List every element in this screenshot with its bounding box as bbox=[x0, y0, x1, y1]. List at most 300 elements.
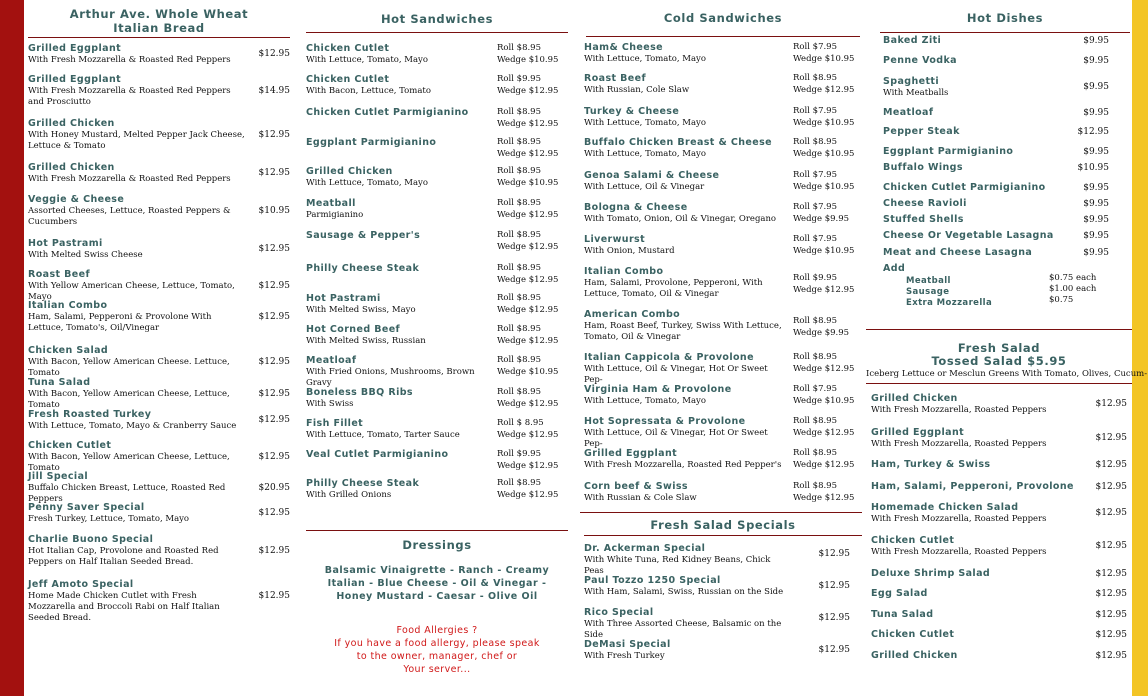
item-price: $12.95 bbox=[1095, 651, 1127, 661]
item-name: Roast Beef bbox=[584, 73, 647, 84]
item-name: Grilled Chicken bbox=[871, 393, 958, 404]
item-prices bbox=[793, 202, 849, 225]
item-name: Hot Pastrami bbox=[28, 238, 103, 249]
item-prices bbox=[793, 448, 854, 471]
item-prices bbox=[497, 230, 558, 253]
roll-price: Roll $8.95 bbox=[793, 352, 837, 362]
menu-item bbox=[28, 579, 290, 624]
item-name: Tuna Salad bbox=[28, 377, 91, 388]
item-description: With Onion, Mustard bbox=[584, 246, 675, 256]
item-description: With Melted Swiss, Mayo bbox=[306, 305, 416, 315]
menu-item bbox=[584, 448, 862, 471]
item-prices bbox=[497, 293, 558, 316]
item-prices bbox=[497, 43, 558, 66]
wedge-price: Wedge $12.95 bbox=[793, 84, 855, 95]
wedge-price: Wedge $12.95 bbox=[793, 459, 855, 470]
item-description: With Lettuce, Tomato, Mayo bbox=[584, 54, 706, 64]
item-prices bbox=[497, 478, 558, 501]
item-name: Grilled Chicken bbox=[871, 650, 958, 661]
roll-price: Roll $7.95 bbox=[793, 42, 837, 52]
item-name: American Combo bbox=[584, 309, 681, 320]
section-title: Hot Sandwiches bbox=[380, 12, 494, 26]
menu-item bbox=[871, 650, 1133, 662]
item-name: Stuffed Shells bbox=[883, 214, 964, 225]
item-name: Chicken Cutlet bbox=[306, 74, 390, 85]
item-name: Paul Tozzo 1250 Special bbox=[584, 575, 721, 586]
roll-price: Roll $7.95 bbox=[793, 234, 837, 244]
item-description: With Fried Onions, Mushrooms, Brown Gravy bbox=[306, 367, 475, 388]
item-description: With Lettuce, Tomato, Mayo bbox=[584, 149, 706, 159]
item-prices bbox=[793, 106, 854, 129]
menu-item bbox=[28, 502, 290, 525]
item-name: Ham, Salami, Pepperoni, Provolone bbox=[871, 481, 1074, 492]
item-name: Cheese Ravioli bbox=[883, 198, 967, 209]
item-description: With Bacon, Yellow American Cheese, Lettuce, Tomato bbox=[28, 389, 230, 410]
item-price: $12.95 bbox=[818, 613, 850, 623]
item-price: $12.95 bbox=[1095, 569, 1127, 579]
menu-item bbox=[871, 481, 1133, 493]
red-border-stripe bbox=[0, 0, 24, 696]
item-price: $12.95 bbox=[1095, 399, 1127, 409]
item-description: With Russian & Cole Slaw bbox=[584, 493, 697, 503]
wedge-price: Wedge $10.95 bbox=[497, 54, 559, 65]
item-price: $12.95 bbox=[1095, 610, 1127, 620]
dressings-line: Italian - Blue Cheese - Oil & Vinegar - bbox=[327, 578, 547, 589]
addon-price: $0.75 bbox=[1049, 295, 1074, 305]
menu-item bbox=[584, 416, 862, 450]
item-price: $12.95 bbox=[258, 591, 290, 601]
item-description: With Grilled Onions bbox=[306, 490, 392, 500]
roll-price: Roll $8.95 bbox=[793, 73, 837, 83]
item-name: Roast Beef bbox=[28, 269, 91, 280]
item-name: Grilled Eggplant bbox=[28, 74, 122, 85]
section-divider bbox=[880, 32, 1130, 33]
roll-price: Roll $8.95 bbox=[793, 481, 837, 491]
item-price: $14.95 bbox=[258, 86, 290, 96]
roll-price: Roll $8.95 bbox=[497, 230, 541, 240]
item-name: Eggplant Parmigianino bbox=[883, 146, 1014, 157]
item-price: $9.95 bbox=[1083, 56, 1109, 66]
item-prices bbox=[793, 481, 854, 504]
addon-name: Meatball bbox=[906, 276, 951, 286]
item-price: $12.95 bbox=[258, 546, 290, 556]
item-name: Veal Cutlet Parmigianino bbox=[306, 449, 449, 460]
wedge-price: Wedge $9.95 bbox=[793, 213, 850, 224]
item-name: Chicken Cutlet Parmigianino bbox=[306, 107, 469, 118]
item-price: $12.95 bbox=[258, 49, 290, 59]
roll-price: Roll $9.95 bbox=[793, 273, 837, 283]
item-price: $12.95 bbox=[1095, 630, 1127, 640]
menu-item bbox=[584, 137, 862, 160]
item-name: Fresh Roasted Turkey bbox=[28, 409, 152, 420]
menu-item bbox=[584, 266, 862, 300]
wedge-price: Wedge $12.95 bbox=[497, 148, 559, 159]
menu-item bbox=[883, 230, 1129, 242]
menu-item bbox=[584, 352, 862, 386]
menu-item bbox=[28, 118, 290, 152]
item-name: Grilled Eggplant bbox=[871, 427, 965, 438]
section-divider bbox=[866, 383, 1132, 384]
menu-item bbox=[306, 43, 568, 66]
menu-item bbox=[883, 146, 1129, 158]
wedge-price: Wedge $12.95 bbox=[793, 363, 855, 374]
menu-item bbox=[28, 409, 290, 432]
roll-price: Roll $8.95 bbox=[793, 416, 837, 426]
menu-item bbox=[306, 263, 568, 285]
item-description: With Lettuce, Tomato, Tarter Sauce bbox=[306, 430, 460, 440]
wedge-price: Wedge $9.95 bbox=[793, 327, 850, 338]
item-name: Grilled Chicken bbox=[306, 166, 393, 177]
item-description: Home Made Chicken Cutlet with Fresh Mozzarella and Broccoli Rabi on Half Italian Seeded Bread. bbox=[28, 591, 220, 623]
item-description: Buffalo Chicken Breast, Lettuce, Roasted Red Peppers bbox=[28, 483, 226, 504]
item-name: Corn beef & Swiss bbox=[584, 481, 688, 492]
item-description: With Lettuce, Tomato, Mayo bbox=[306, 55, 428, 65]
menu-item bbox=[584, 607, 856, 641]
item-price: $12.95 bbox=[1095, 589, 1127, 599]
specials-title: Fresh Salad Specials bbox=[650, 518, 796, 532]
item-description: With Lettuce, Tomato, Mayo & Cranberry Sauce bbox=[28, 421, 237, 431]
item-name: Italian Combo bbox=[584, 266, 664, 277]
menu-item bbox=[306, 198, 568, 221]
menu-item bbox=[584, 384, 862, 407]
wedge-price: Wedge $12.95 bbox=[497, 460, 559, 471]
wedge-price: Wedge $10.95 bbox=[497, 177, 559, 188]
item-price: $9.95 bbox=[1083, 248, 1109, 258]
wedge-price: Wedge $12.95 bbox=[793, 492, 855, 503]
item-description: With Lettuce, Tomato, Mayo bbox=[306, 178, 428, 188]
wedge-price: Wedge $12.95 bbox=[497, 85, 559, 96]
item-name: Philly Cheese Steak bbox=[306, 478, 420, 489]
item-name: Meat and Cheese Lasagna bbox=[883, 247, 1033, 258]
item-description: With Tomato, Onion, Oil & Vinegar, Oregano bbox=[584, 214, 777, 224]
item-name: Penne Vodka bbox=[883, 55, 957, 66]
item-description: Parmigianino bbox=[306, 210, 364, 220]
item-price: $12.95 bbox=[1095, 541, 1127, 551]
menu-item bbox=[871, 609, 1133, 621]
allergy-line: to the owner, manager, chef or bbox=[356, 651, 518, 662]
item-prices bbox=[497, 107, 558, 130]
item-name: Fish Fillet bbox=[306, 418, 364, 429]
menu-item bbox=[883, 162, 1129, 174]
item-name: Grilled Eggplant bbox=[584, 448, 678, 459]
dressings-line: Balsamic Vinaigrette - Ranch - Creamy bbox=[324, 565, 550, 576]
item-name: Grilled Chicken bbox=[28, 118, 115, 129]
wedge-price: Wedge $12.95 bbox=[497, 335, 559, 346]
item-price: $9.95 bbox=[1083, 215, 1109, 225]
menu-item bbox=[28, 194, 290, 228]
item-description: With Ham, Salami, Swiss, Russian on the Side bbox=[584, 587, 784, 597]
item-name: Turkey & Cheese bbox=[584, 106, 680, 117]
item-name: Tuna Salad bbox=[871, 609, 934, 620]
item-price: $12.95 bbox=[258, 452, 290, 462]
addon-price: $0.75 each bbox=[1049, 273, 1097, 283]
item-description: With Bacon, Yellow American Cheese, Lettuce, Tomato bbox=[28, 452, 230, 473]
section-divider bbox=[866, 329, 1132, 330]
menu-item bbox=[584, 309, 862, 343]
wedge-price: Wedge $10.95 bbox=[793, 53, 855, 64]
item-name: Chicken Cutlet bbox=[28, 440, 112, 451]
item-description: With Lettuce, Oil & Vinegar, Hot Or Sweet Pep- bbox=[584, 428, 768, 449]
roll-price: Roll $8.95 bbox=[497, 198, 541, 208]
menu-item bbox=[584, 543, 856, 577]
section-divider bbox=[28, 37, 290, 38]
item-description: With Fresh Mozzarella & Roasted Red Peppers bbox=[28, 55, 231, 65]
item-prices bbox=[497, 137, 558, 160]
menu-item bbox=[883, 76, 1129, 99]
item-description: Fresh Turkey, Lettuce, Tomato, Mayo bbox=[28, 514, 190, 524]
roll-price: Roll $7.95 bbox=[793, 106, 837, 116]
item-name: Chicken Cutlet bbox=[871, 535, 955, 546]
roll-price: Roll $7.95 bbox=[793, 384, 837, 394]
menu-item bbox=[584, 170, 862, 193]
menu-item bbox=[584, 42, 862, 65]
item-price: $12.95 bbox=[258, 389, 290, 399]
item-name: Boneless BBQ Ribs bbox=[306, 387, 413, 398]
item-prices bbox=[793, 384, 854, 407]
item-prices bbox=[793, 170, 854, 193]
menu-item bbox=[306, 137, 568, 159]
wedge-price: Wedge $12.95 bbox=[497, 274, 559, 285]
item-price: $12.95 bbox=[258, 508, 290, 518]
menu-item bbox=[28, 238, 290, 261]
item-prices bbox=[497, 166, 558, 189]
menu-item bbox=[28, 471, 290, 505]
menu-item bbox=[584, 575, 856, 598]
allergy-line: If you have a food allergy, please speak bbox=[334, 638, 540, 649]
item-price: $20.95 bbox=[258, 483, 290, 493]
menu-item bbox=[306, 449, 568, 471]
menu-item bbox=[306, 293, 568, 316]
item-price: $12.95 bbox=[258, 312, 290, 322]
item-name: Meatball bbox=[306, 198, 356, 209]
section-title bbox=[28, 7, 290, 35]
item-name: Sausage & Pepper's bbox=[306, 230, 421, 241]
item-name: Meatloaf bbox=[883, 107, 934, 118]
wedge-price: Wedge $10.95 bbox=[497, 366, 559, 377]
wedge-price: Wedge $10.95 bbox=[793, 117, 855, 128]
item-prices bbox=[497, 418, 558, 441]
item-prices bbox=[793, 73, 854, 96]
menu-item bbox=[883, 55, 1129, 67]
menu-item bbox=[28, 377, 290, 411]
menu-item bbox=[306, 355, 568, 389]
menu-item bbox=[871, 393, 1133, 416]
item-price: $12.95 bbox=[1095, 460, 1127, 470]
item-prices bbox=[497, 324, 558, 347]
item-description: Ham, Roast Beef, Turkey, Swiss With Lettuce, Tomato, Oil & Vinegar bbox=[584, 321, 782, 342]
item-price: $12.95 bbox=[258, 244, 290, 254]
item-price: $9.95 bbox=[1083, 108, 1109, 118]
item-price: $9.95 bbox=[1083, 82, 1109, 92]
item-name: Liverwurst bbox=[584, 234, 646, 245]
wedge-price: Wedge $10.95 bbox=[793, 395, 855, 406]
item-price: $9.95 bbox=[1083, 36, 1109, 46]
item-name: Genoa Salami & Cheese bbox=[584, 170, 720, 181]
roll-price: Roll $8.95 bbox=[497, 166, 541, 176]
roll-price: Roll $8.95 bbox=[497, 137, 541, 147]
item-name: Veggie & Cheese bbox=[28, 194, 125, 205]
item-price: $9.95 bbox=[1083, 147, 1109, 157]
item-name: Baked Ziti bbox=[883, 35, 942, 46]
wedge-price: Wedge $12.95 bbox=[497, 489, 559, 500]
menu-item bbox=[28, 440, 290, 474]
item-description: With Swiss bbox=[306, 399, 354, 409]
menu-item bbox=[584, 202, 862, 225]
item-price: $12.95 bbox=[818, 645, 850, 655]
item-price: $10.95 bbox=[1077, 163, 1109, 173]
roll-price: Roll $8.95 bbox=[793, 316, 837, 326]
addon-name: Extra Mozzarella bbox=[906, 298, 993, 308]
item-description: With Lettuce, Oil & Vinegar, Hot Or Sweet Pep- bbox=[584, 364, 768, 385]
wedge-price: Wedge $12.95 bbox=[497, 209, 559, 220]
item-name: Jeff Amoto Special bbox=[28, 579, 134, 590]
menu-item bbox=[871, 502, 1133, 525]
item-description: With Three Assorted Cheese, Balsamic on the Side bbox=[584, 619, 782, 640]
item-price: $12.95 bbox=[258, 357, 290, 367]
roll-price: Roll $8.95 bbox=[497, 324, 541, 334]
section-divider bbox=[584, 535, 862, 536]
item-name: Ham& Cheese bbox=[584, 42, 663, 53]
menu-item bbox=[28, 74, 290, 108]
item-description: With Fresh Mozzarella & Roasted Red Peppers bbox=[28, 174, 231, 184]
item-prices bbox=[793, 234, 854, 257]
wedge-price: Wedge $12.95 bbox=[497, 429, 559, 440]
menu-item bbox=[306, 107, 568, 129]
menu-item bbox=[584, 106, 862, 129]
item-name: Chicken Cutlet Parmigianino bbox=[883, 182, 1046, 193]
roll-price: Roll $8.95 bbox=[793, 137, 837, 147]
wedge-price: Wedge $12.95 bbox=[497, 241, 559, 252]
dressings-title: Dressings bbox=[402, 538, 472, 552]
item-price: $12.95 bbox=[258, 168, 290, 178]
item-description: With Yellow American Cheese, Lettuce, Tomato, Mayo bbox=[28, 281, 235, 302]
item-name: Meatloaf bbox=[306, 355, 357, 366]
item-name: Penny Saver Special bbox=[28, 502, 145, 513]
wedge-price: Wedge $10.95 bbox=[793, 245, 855, 256]
item-description: With White Tuna, Red Kidney Beans, Chick Peas bbox=[584, 555, 771, 576]
item-description: With Russian, Cole Slaw bbox=[584, 85, 690, 95]
item-description: With Fresh Mozzarella, Roasted Peppers bbox=[871, 439, 1047, 449]
item-price: $10.95 bbox=[258, 206, 290, 216]
roll-price: Roll $8.95 bbox=[497, 355, 541, 365]
menu-item bbox=[871, 535, 1133, 558]
menu-item bbox=[28, 43, 290, 66]
section-title-line2: Italian Bread bbox=[113, 21, 205, 35]
item-price: $9.95 bbox=[1083, 231, 1109, 241]
item-prices bbox=[497, 198, 558, 221]
item-name: Homemade Chicken Salad bbox=[871, 502, 1019, 513]
menu-item bbox=[883, 247, 1129, 259]
section-title: Cold Sandwiches bbox=[663, 11, 783, 25]
menu-item bbox=[871, 427, 1133, 450]
menu-item bbox=[584, 73, 862, 96]
wedge-price: Wedge $12.95 bbox=[497, 304, 559, 315]
menu-item bbox=[306, 478, 568, 501]
item-price: $12.95 bbox=[258, 130, 290, 140]
wedge-price: Wedge $12.95 bbox=[793, 284, 855, 295]
item-prices bbox=[497, 449, 558, 472]
item-name: Virginia Ham & Provolone bbox=[584, 384, 732, 395]
item-prices bbox=[793, 316, 849, 339]
item-prices bbox=[497, 74, 558, 97]
roll-price: Roll $8.95 bbox=[497, 478, 541, 488]
yellow-border-stripe bbox=[1132, 0, 1148, 696]
section-divider bbox=[306, 32, 568, 33]
roll-price: Roll $8.95 bbox=[793, 448, 837, 458]
item-name: Ham, Turkey & Swiss bbox=[871, 459, 991, 470]
menu-item bbox=[306, 74, 568, 97]
roll-price: Roll $ 8.95 bbox=[497, 418, 544, 428]
menu-item bbox=[883, 35, 1129, 47]
menu-item bbox=[871, 459, 1133, 471]
item-name: Buffalo Wings bbox=[883, 162, 963, 173]
item-prices bbox=[793, 42, 854, 65]
item-name: Deluxe Shrimp Salad bbox=[871, 568, 991, 579]
item-name: DeMasi Special bbox=[584, 639, 671, 650]
item-prices bbox=[793, 352, 854, 375]
roll-price: Roll $8.95 bbox=[497, 43, 541, 53]
menu-item bbox=[883, 107, 1129, 119]
item-description: With Meatballs bbox=[883, 88, 949, 98]
menu-item bbox=[306, 230, 568, 252]
wedge-price: Wedge $12.95 bbox=[793, 427, 855, 438]
section-title-line1: Arthur Ave. Whole Wheat bbox=[69, 7, 249, 21]
item-name: Chicken Cutlet bbox=[871, 629, 955, 640]
salad-description: Iceberg Lettuce or Mesclun Greens With Tomato, Olives, Cucum- bbox=[866, 369, 1148, 379]
item-name: Cheese Or Vegetable Lasagna bbox=[883, 230, 1054, 241]
item-name: Hot Pastrami bbox=[306, 293, 381, 304]
item-name: Spaghetti bbox=[883, 76, 939, 87]
item-name: Dr. Ackerman Special bbox=[584, 543, 706, 554]
item-name: Eggplant Parmigianino bbox=[306, 137, 437, 148]
wedge-price: Wedge $10.95 bbox=[793, 148, 855, 159]
item-prices bbox=[497, 355, 558, 378]
item-name: Pepper Steak bbox=[883, 126, 960, 137]
addon-name: Sausage bbox=[906, 287, 950, 297]
item-name: Philly Cheese Steak bbox=[306, 263, 420, 274]
item-description: Ham, Salami, Provolone, Pepperoni, With Lettuce, Tomato, Oil & Vinegar bbox=[584, 278, 763, 299]
item-price: $12.95 bbox=[258, 281, 290, 291]
menu-item bbox=[28, 300, 290, 334]
salad-title: Fresh Salad bbox=[957, 341, 1041, 355]
item-price: $12.95 bbox=[1095, 508, 1127, 518]
item-name: Bologna & Cheese bbox=[584, 202, 688, 213]
roll-price: Roll $9.95 bbox=[497, 74, 541, 84]
menu-item bbox=[306, 418, 568, 441]
menu-item bbox=[28, 162, 290, 185]
menu-item bbox=[28, 345, 290, 379]
menu-item bbox=[883, 126, 1129, 138]
item-price: $12.95 bbox=[818, 581, 850, 591]
item-description: Ham, Salami, Pepperoni & Provolone With Lettuce, Tomato's, Oil/Vinegar bbox=[28, 312, 212, 333]
allergy-line: Food Allergies ? bbox=[396, 625, 478, 636]
item-prices bbox=[497, 387, 558, 410]
item-prices bbox=[793, 273, 854, 296]
menu-item bbox=[883, 214, 1129, 226]
wedge-price: Wedge $12.95 bbox=[497, 398, 559, 409]
item-name: Grilled Chicken bbox=[28, 162, 115, 173]
menu-item bbox=[584, 639, 856, 662]
menu-item bbox=[28, 534, 290, 568]
menu-item bbox=[306, 387, 568, 410]
item-description: With Melted Swiss, Russian bbox=[306, 336, 426, 346]
wedge-price: Wedge $10.95 bbox=[793, 181, 855, 192]
item-description: With Fresh Mozzarella & Roasted Red Peppers and Prosciutto bbox=[28, 86, 231, 107]
roll-price: Roll $8.95 bbox=[497, 263, 541, 273]
item-description: With Fresh Mozzarella, Roasted Peppers bbox=[871, 514, 1047, 524]
section-divider bbox=[586, 36, 860, 37]
item-name: Rico Special bbox=[584, 607, 654, 618]
